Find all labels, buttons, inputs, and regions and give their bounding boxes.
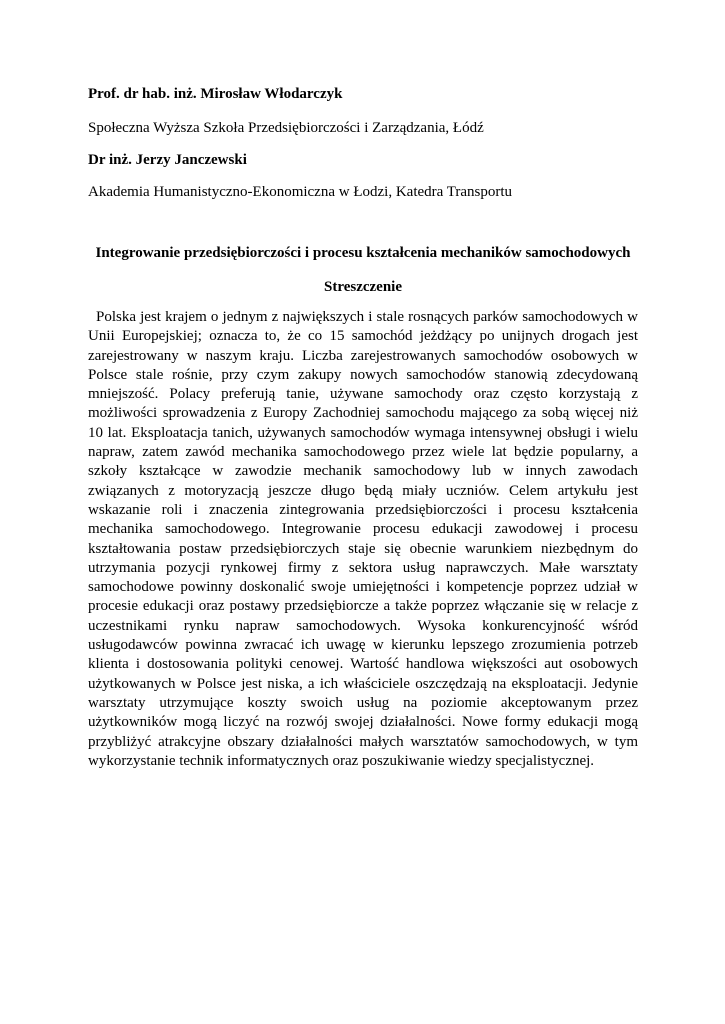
author-name-1: Prof. dr hab. inż. Mirosław Włodarczyk [88, 86, 343, 102]
author-affiliation-1: Społeczna Wyższa Szkoła Przedsiębiorczości i Zarządzania, Łódź [88, 120, 484, 136]
abstract-text: Polska jest krajem o jednym z największych i stale rosnących parków samochodowych w Unii Europejskiej; oznacza to, że co 15 samochód jeżdżący po unijnych drogach jest zarejestrowany w naszym kraju. Liczba zarejestrowanych samochodów osobowych w Polsce stale rośnie, przy czym zakupy nowych samochodów stanowią zdecydowaną mniejszość. Polacy preferują tanie, używane samochody oraz często korzystają z możliwości sprowadzenia z Europy Zachodniej samochodu mającego za sobą więcej niż 10 lat. Eksploatacja tanich, używanych samochodów wymaga intensywnej obsługi i wielu napraw, zatem zawód mechanika samochodowego przez wiele lat będzie popularny, a szkoły kształcące w zawodzie mechanik samochodowy lub w innych zawodach związanych z motoryzacją jeszcze długo będą miały uczniów. Celem artykułu jest wskazanie roli i znaczenia zintegrowania przedsiębiorczości i procesu kształcenia mechanika samochodowego. Integrowanie procesu edukacji zawodowej i procesu kształtowania postaw przedsiębiorczych staje się obecnie warunkiem niezbędnym do utrzymania pozycji rynkowej firmy z sektora usług naprawczych. Małe warsztaty samochodowe powinny doskonalić swoje umiejętności i kompetencje poprzez udział w procesie edukacji oraz postawy przedsiębiorcze a także poprzez włączanie się w relacje z uczestnikami rynku napraw samochodowych. Wysoka konkurencyjność wśród usługodawców powinna zwracać ich uwagę w kierunku lepszego zrozumienia potrzeb klienta i dostosowania polityki cenowej. Wartość handlowa większości aut osobowych użytkowanych w Polsce jest niska, a ich właściciele oszczędzają na eksploatacji. Jedynie warsztaty utrzymujące koszty swoich usług na poziomie akceptowanym przez użytkowników mogą liczyć na rozwój swojej działalności. Nowe formy edukacji mogą przybliżyć atrakcyjne obszary działalności małych warsztatów samochodowych, w tym wykorzystanie technik informatycznych oraz poszukiwanie wiedzy specjalistycznej. [88, 309, 638, 769]
author-name-2: Dr inż. Jerzy Janczewski [88, 152, 247, 168]
author-affiliation-2: Akademia Humanistyczno-Ekonomiczna w Łodzi, Katedra Transportu [88, 184, 513, 200]
article-title: Integrowanie przedsiębiorczości i procesu kształcenia mechaników samochodowych [95, 245, 631, 261]
abstract-heading: Streszczenie [323, 279, 403, 295]
